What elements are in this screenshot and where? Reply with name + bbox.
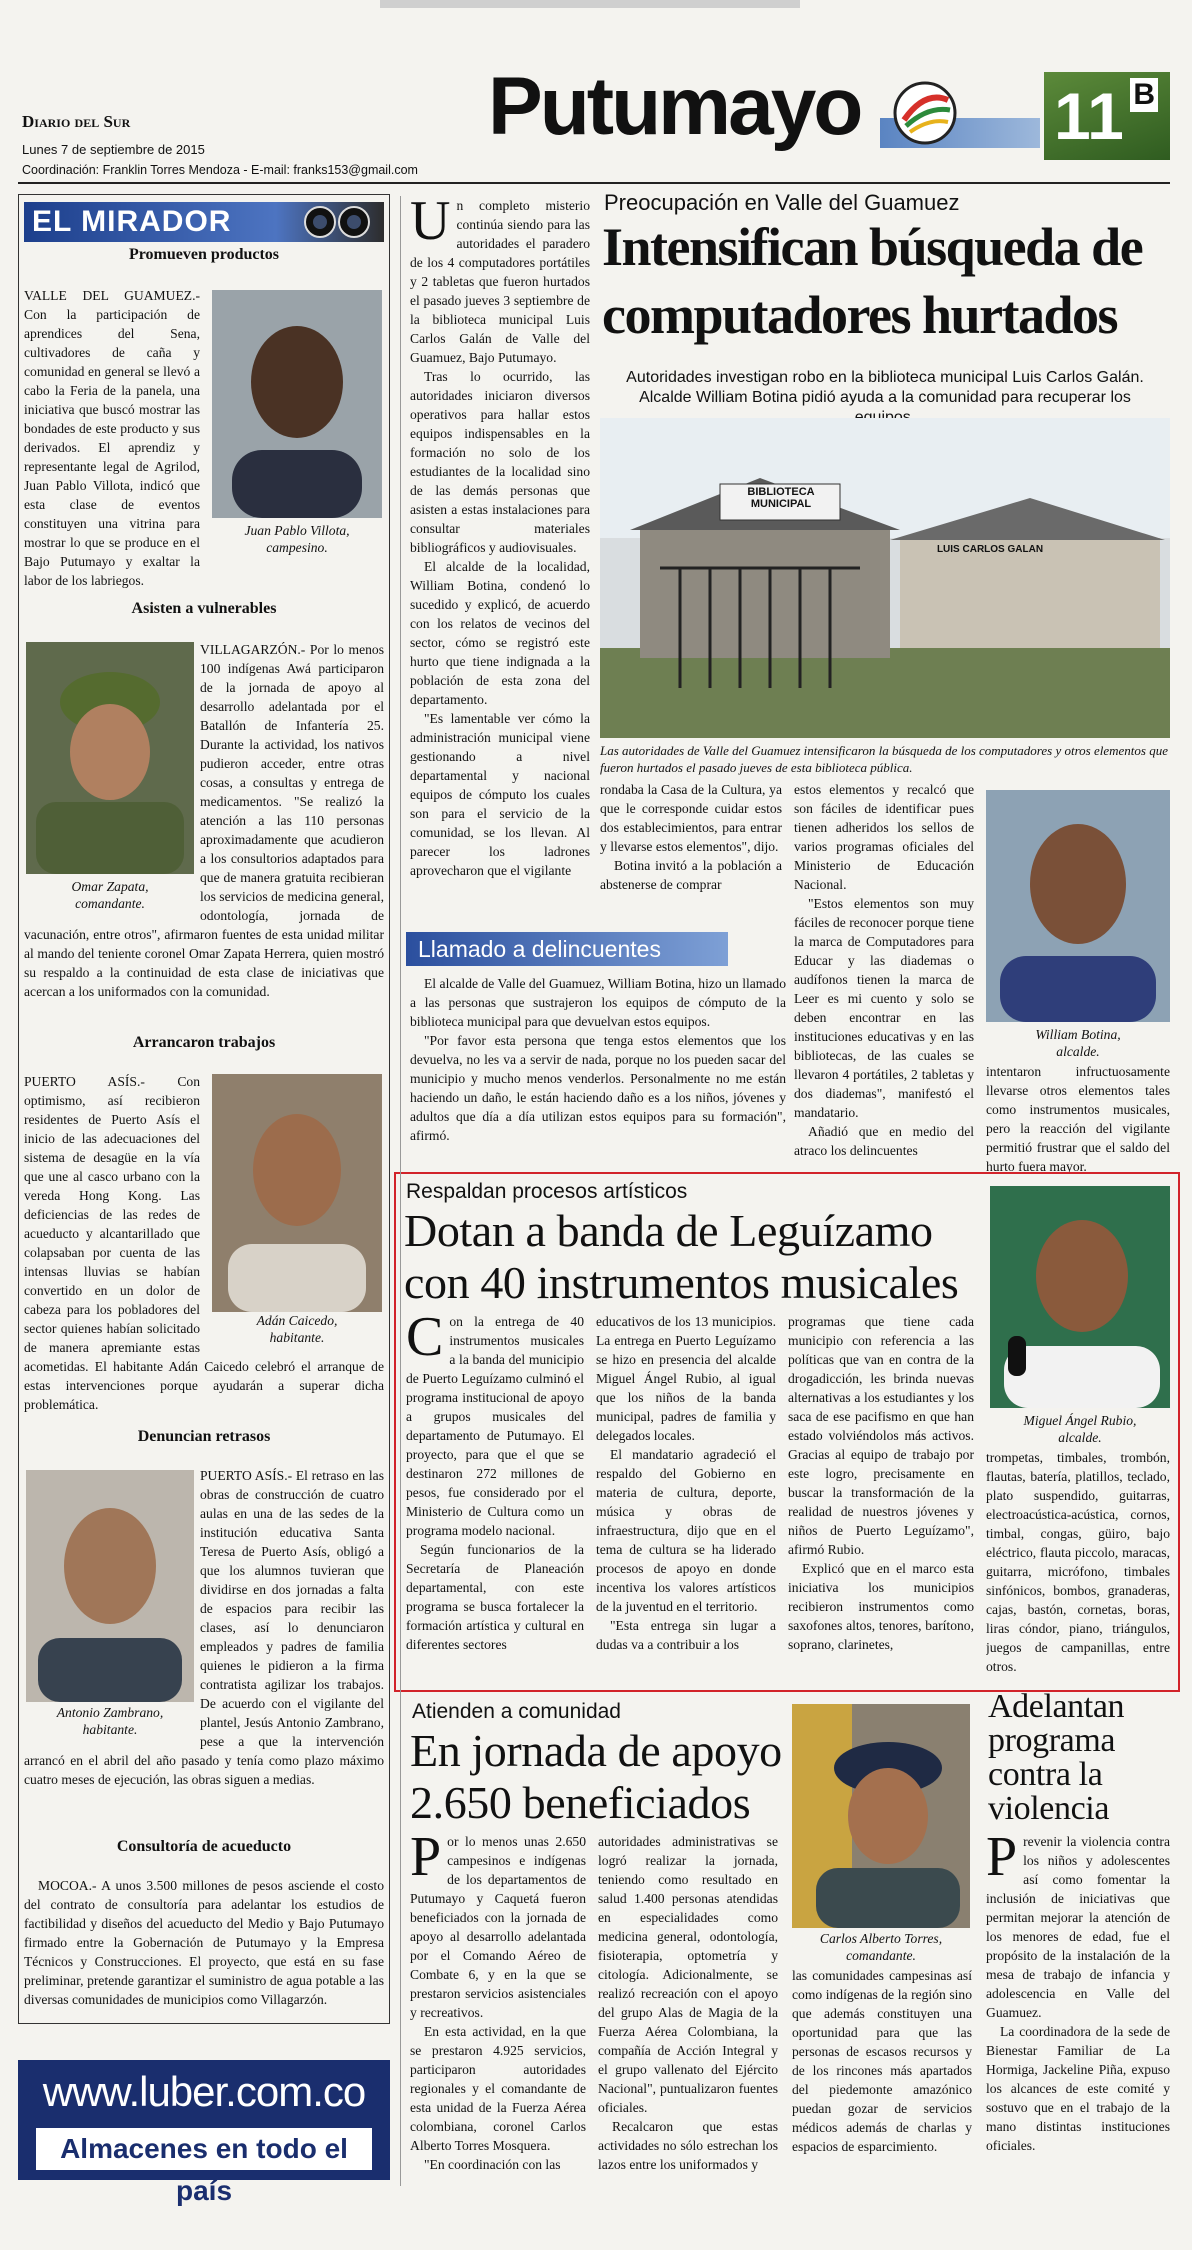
jornada-col2-p1: autoridades administrativas se logró realizar la jornada, teniendo como resultado en salud 1.400 personas atendidas en especialidades como medicina general, odontología, fisioterapia, optometría y citología. Adicionalmente, se realizó recreación con el apoyo del grupo Alas de Magia de la Fuerza Aérea Colombiana, la compañía de Acción Integral y el grupo vallenato del Ejército Nacional", puntualizaron fuentes oficiales. [598,1834,778,2115]
mirador-text-1: VALLE DEL GUAMUEZ.- Con la participación de aprendices del Sena, cultivadores de caña y comunidad en general se llevó a cabo la Feria de la panela, una iniciativa que buscó mostrar las bondades de este producto y sus derivados. El aprendiz y representante legal de Agrilod, Juan Pablo Villota, indicó que esta clase de eventos constituyen una vitrina para mostrar lo que se produce en el Bajo Putumayo y exaltar la labor de los labriegos. [24,288,200,588]
main-headline-2: computadores hurtados [602,285,1118,345]
main-col3-p1: estos elementos y recalcó que son fáciles de identificar pues tienen adheridos los sellos de varios programas oficiales del Ministerio de Educación Nacional. [794,782,974,892]
banda-col1-p1: on la entrega de 40 instrumentos musicales a la banda del municipio de Puerto Leguízamo culminó el programa institucional de apoyo a grupos musicales del departamento de Putumayo. El proyecto, para que el que se destinaron 272 millones de pesos, fue considerado por el Ministerio de Cultura como un programa modelo nacional. [406,1314,584,1538]
main-col1-p2: Tras lo ocurrido, las autoridades iniciaron diversos operativos para hallar estos equipos indispensables en la formación no solo de los estudiantes de la localidad sino de las demás personas que asisten a estas instalaciones para consultar materiales bibliográficos y audiovisuales. [410,369,590,555]
jornada-kicker: Atienden a comunidad [412,1700,621,1723]
jornada-headline-1: En jornada de apoyo [410,1725,782,1776]
violencia-headline: Adelantan programa contra la violencia [988,1688,1125,1827]
main-col2-p2: Botina invitó a la población a abstenerse de comprar [600,858,782,892]
mirador-banner [24,202,384,242]
jornada-col3 [792,1966,972,2188]
page-suffix: B [1130,78,1158,112]
mirador-body-3 [24,1072,384,1422]
mirador-banner-title: EL MIRADOR [32,205,232,238]
caicedo-caption-name: Adán Caicedo, [256,1313,338,1328]
jornada-col1-p2: En esta actividad, en la que se prestaron 4.925 servicios, participaron autoridades regionales y el comandante de esta unidad de la Fuerza Aérea colombiana, coronel Carlos Alberto Torres Mosquera. [410,2024,586,2153]
mirador-body-4 [24,1466,384,1826]
banda-col1-p2: Según funcionarios de la Secretaría de Planeación departamental, con este programa se busca fortalecer la formación artística y cultural en diferentes sectores [406,1542,584,1652]
mirador-body-1 [24,286,384,586]
banda-kicker: Respaldan procesos artísticos [406,1180,688,1203]
binoculars-icon [302,204,372,240]
paper-name: Diario del Sur [22,112,131,131]
main-col3 [794,780,974,1176]
rubio-caption-name: Miguel Ángel Rubio, [1023,1413,1137,1428]
villota-caption-name: Juan Pablo Villota, [244,523,350,538]
ad-url[interactable]: www.luber.com.co [42,2068,366,2115]
villota-caption-role: campesino. [266,540,328,555]
mirador-title-5: Consultoría de acueducto [116,1838,292,1855]
main-col1-p3: El alcalde de la localidad, William Botina, condenó lo sucedido y explicó, de acuerdo con los relatos de vecinos del sector, cómo se registró este hurto que tiene indignada a la población de esta zona del departamento. [410,559,590,707]
main-col4 [986,1062,1170,1176]
callout-p2: "Por favor esta persona que tenga estos elementos que los devuelva, no les va a servir de nada, porque no los pueden sacar del municipio y mucho menos venderlos. Personalmente no me están haciendo un daño, le están haciendo daño es a los niños, jóvenes y adultos que día a día utilizan estos equipos para su formación", afirmó. [410,1033,786,1143]
banda-col4 [986,1448,1170,1688]
torres-photo [792,1704,970,1928]
rubio-caption [990,1412,1170,1446]
main-headline-1: Intensifican búsqueda de [602,217,1143,277]
library-sign-2: LUIS CARLOS GALAN [936,544,1044,555]
main-col2 [600,780,782,920]
mirador-body-5 [24,1876,384,2016]
jornada-headline-2: 2.650 beneficiados [410,1777,751,1828]
main-col2-p1: rondaba la Casa de la Cultura, ya que le corresponde cuidar estos dos establecimientos, para entrar y llevarse estos elementos", dijo. [600,782,782,854]
coordination: Coordinación: Franklin Torres Mendoza - E-mail: franks153@gmail.com [22,163,418,177]
masthead [0,0,1192,185]
botina-photo [986,790,1170,1022]
banda-col1 [406,1312,584,1688]
jornada-col1-p1: or lo menos unas 2.650 campesinos e indígenas de los departamentos de Putumayo y Caquetá fueron beneficiados con la jornada de apoyo al desarrollo adelantada por el Comando Aéreo de Combate 6, y en la que se prestaron servicios asistenciales y recreativos. [410,1834,586,2020]
mirador-title-3: Arrancaron trabajos [132,1034,276,1051]
banda-col2 [596,1312,776,1688]
main-col1 [410,190,590,938]
jornada-col1 [410,1832,586,2188]
banda-col3 [788,1312,974,1688]
main-col4-p1: intentaron infructuosamente llevarse otros elementos tales como instrumentos musicales, pero la reacción del vigilante permitió frustrar que el saldo del hurto fuera mayor. [986,1064,1170,1174]
botina-caption-name: William Botina, [1035,1027,1121,1042]
violencia-p1: revenir la violencia contra los niños y adolescentes así como fomentar la inclusión de iniciativas que permitan mejorar la atención de los menores de edad, fue el propósito de la instalación de la mesa de trabajo de infancia y adolescencia en Valle del Guamuez. [986,1834,1170,2020]
mirador-title-4: Denuncian retrasos [137,1428,271,1445]
banda-headline-1: Dotan a banda de Leguízamo [404,1205,933,1256]
mirador-text-2: VILLAGARZÓN.- Por lo menos 100 indígenas Awá participaron de la jornada de apoyo al desarrollo adelantada por el Batallón de Infantería 25. Durante la actividad, los nativos pudieron acceder, entre otras cosas, a consultas y entrega de medicamentos. "Se realizó la atención a las 110 personas aproximadamente que acudieron a los consultorios adaptados para que de manera gratuita recibieran los servicios de medicina general, odontología, jornada de vacunación, entre otros", afirmaron fuentes de esta unidad militar al mando del teniente coronel Omar Zapata Herrera, quien mostró su respaldo a la continuidad de esta clase de iniciativas que acercan a los uniformados con la comunidad. [24,642,384,999]
main-dropcap: U [410,190,451,252]
violencia-body [986,1832,1170,2188]
mirador-text-3: PUERTO ASÍS.- Con optimismo, así recibieron residentes de Puerto Asís el inicio de las adecuaciones del sistema de desagüe en la vía que une al casco urbano con la vereda Hong Kong. Las deficiencias de las redes de acueducto y alcantarillado que colapsaban por cuenta de las intensas lluvias se habían convertido en un dolor de cabeza para los pobladores del sector quienes habían solicitado de manera apremiante estas acometidas. El habitante Adán Caicedo celebró el arranque de estas intervenciones porque ayudarán a superar dicha problemática. [24,1074,384,1412]
banda-headline-2: con 40 instrumentos musicales [404,1257,959,1308]
mirador-text-4: PUERTO ASÍS.- El retraso en las obras de construcción de cuatro aulas en una de las sedes de la institución educativa Santa Teresa de Puerto Asís, obligó a que los alumnos tuvieran que dividirse en dos jornadas a falta de espacios para recibir las clases, así lo denunciaron empleados y padres de familia quienes le pidieron a la firma contratista agilizar los trabajos. De acuerdo con el vigilante del plantel, Jesús Antonio Zambrano, pese a que la intervención arrancó en el abril del año pasado y tenía como plazo máximo cuatro meses de ejecución, las obras siguen a medias. [24,1468,384,1787]
banda-col4-p1: trompetas, timbales, trombón, flautas, batería, platillos, teclado, plato suspendido, guitarras, electroacústica-acústica, cornos, timbal, congas, güiro, bajo eléctrico, flauta piccolo, maracas, guitarra, micrófono, timbales sinfónicos, bombos, granaderas, cajas, bastón, cornetas, boras, liras cóndor, piano, triángulos, juegos de campanillas, entre otros. [986,1450,1170,1674]
callout-banner-title: Llamado a delincuentes [418,936,661,962]
zapata-caption-name: Omar Zapata, [71,879,149,894]
violencia-dropcap: P [986,1832,1018,1888]
banda-col3-p1: programas que tiene cada municipio con referencia a las políticas que van en contra de la drogadicción, les brinda nuevas alternativas a los estudiantes y los saca de ese pacifismo en que han estado volviéndolos más activos. Gracias al equipo de trabajo por este logro, precisamente en buscar la transformación de la realidad de nuestros jóvenes y niños de Puerto Leguízamo", afirmó Rubio. [788,1314,974,1557]
main-deck: Autoridades investigan robo en la biblioteca municipal Luis Carlos Galán. Alcalde William Botina pidió ayuda a la comunidad para recuperar los [626,369,1144,406]
main-col1-p1: n completo misterio continúa siendo para las autoridades el paradero de los 4 computadores portátiles y 2 tabletas que fueron hurtados el pasado jueves 3 septiembre de la biblioteca municipal Luis Carlos Galán de Valle del Guamuez, Bajo Putumayo. [410,198,590,365]
column-rule-1 [400,196,401,2186]
zapata-caption-role: comandante. [75,896,145,911]
masthead-rule [18,182,1170,184]
violencia-p2: La coordinadora de la sede de Bienestar Familiar de La Hormiga, Jackeline Piña, expuso los alcances de este comité y sostuvo que en el trabajo de la mano distintas instituciones oficiales. [986,2024,1170,2153]
zambrano-caption-role: habitante. [82,1722,138,1737]
rubio-caption-role: alcalde. [1058,1430,1102,1445]
jornada-col1-p3: "En coordinación con las [424,2157,561,2172]
banda-col2-p3: "Esta entrega sin lugar a dudas va a contribuir a los [596,1618,776,1652]
jornada-col3-p1: las comunidades campesinas así como indígenas de la región sino que además constituyen una oportunidad para que las personas de escasos recursos y de los rincones más apartados del piedemonte amazónico puedan gozar de servicios médicos además de charlas y espacios de esparcimiento. [792,1968,972,2154]
callout-body [410,974,786,1170]
ad-tagline: Almacenes en todo el país [36,2128,372,2170]
issue-date: Lunes 7 de septiembre de 2015 [22,142,205,157]
library-caption: Las autoridades de Valle del Guamuez intensificaron la búsqueda de los computadores y otros elementos que fueron hurtados el pasado jueves de esta biblioteca pública. [600,743,1168,775]
torres-caption [792,1930,970,1964]
rubio-photo [990,1186,1170,1408]
section-title: Putumayo [488,61,861,152]
zambrano-caption-name: Antonio Zambrano, [56,1705,164,1720]
mirador-title-2: Asisten a vulnerables [131,600,277,617]
page-number-box [1044,72,1170,160]
mirador-title-1: Promueven productos [128,246,280,263]
main-col3-p2: "Estos elementos son muy fáciles de reconocer porque tiene la marca de Computadores para Educar y las diademas o audífonos tienen la marca de Leer es mi cuento y solo se deben encontrar en las instituciones educativas y en las bibliotecas, de las cuales se llevaron 4 portátiles, 2 tabletas y dos diademas", manifestó el mandatario. [794,896,974,1120]
mirador-body-2 [24,640,384,1020]
banda-col2-p1: educativos de los 13 municipios. La entrega en Puerto Leguízamo se hizo en presencia del alcalde Miguel Ángel Rubio, al igual que los niños de la banda municipal, padres de familia y delegados locales. [596,1314,776,1443]
botina-caption-role: alcalde. [1056,1044,1100,1059]
library-photo [600,418,1170,738]
torres-caption-role: comandante. [846,1948,916,1963]
banda-dropcap: C [406,1312,444,1368]
caicedo-caption-role: habitante. [269,1330,325,1345]
jornada-col2-p2: Recalcaron que estas actividades no sólo estrechan los lazos entre los uniformados y [598,2119,778,2172]
library-sign-1: BIBLIOTECA MUNICIPAL [747,486,815,510]
botina-caption [986,1026,1170,1060]
main-col1-p4: "Es lamentable ver cómo la administración municipal viene gestionando a nivel departamental y nacional equipos de cómputo los cuales son para el servicio de la comunidad, se los llevan. Al parecer los ladrones aprovecharon que el vigilante [410,711,590,878]
jornada-col2 [598,1832,778,2188]
banda-col2-p2: El mandatario agradeció el respaldo del Gobierno en materia de cultura, deporte, música y obras de infraestructura, dijo que en el tema de cultura se ha liderado procesos de apoyo en donde incentiva los valores artísticos de la juventud en el territorio. [596,1447,776,1614]
luber-ad[interactable] [18,2060,390,2206]
callout-p1: El alcalde de Valle del Guamuez, William Botina, hizo un llamado a las personas que sustrajeron los equipos de cómputo de la biblioteca municipal para que devuelvan estos equipos. [410,976,786,1029]
mirador-text-5: MOCOA.- A unos 3.500 millones de pesos asciende el costo del contrato de consultoría para adelantar los estudios de factibilidad y diseños del acueducto del Medio y Bajo Putumayo firmado entre la Gobernación de Putumayo y la Empresa Técnicos y Construcciones. El proyecto, que está en su fase preliminar, pretende garantizar el suministro de agua potable a las diversas comunidades de municipios como Villagarzón. [24,1878,384,2007]
banda-col3-p2: Explicó que en el marco esta iniciativa los municipios recibieron instrumentos como saxofones altos, tenores, barítono, soprano, clarinetes, [788,1561,974,1652]
main-col3-p3: Añadió que en medio del atraco los delincuentes [794,1124,974,1158]
torres-caption-name: Carlos Alberto Torres, [819,1931,943,1946]
callout-banner [406,932,728,966]
top-scan-smudge [380,0,800,8]
page-number: 11 [1054,79,1124,153]
section-logo-icon [892,80,958,146]
main-kicker: Preocupación en Valle del Guamuez [604,190,960,215]
jornada-dropcap: P [410,1832,442,1888]
